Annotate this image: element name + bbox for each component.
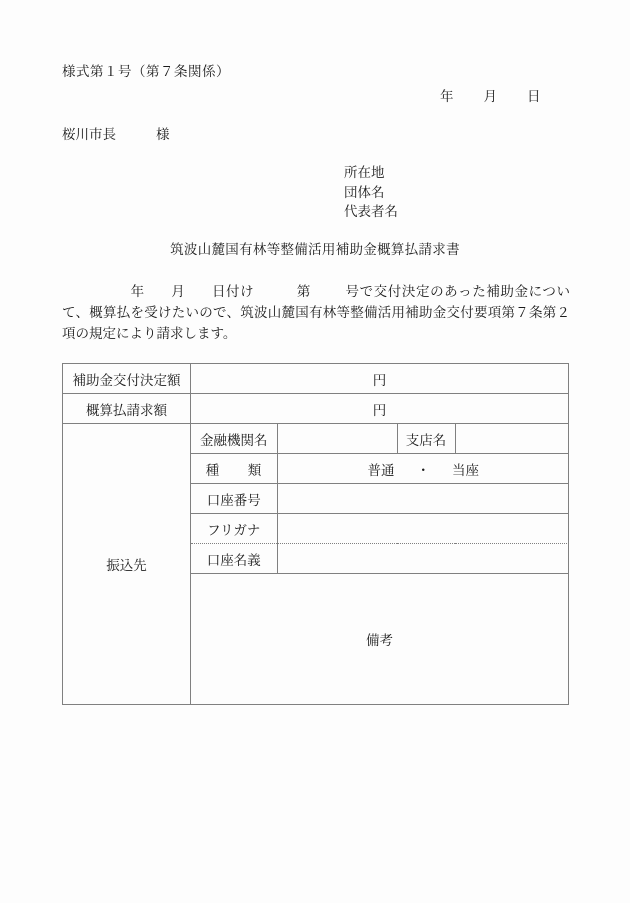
- grant-decision-label: 補助金交付決定額: [63, 364, 191, 394]
- table-row-furigana: [191, 514, 569, 544]
- estimate-claim-label: 概算払請求額: [63, 394, 191, 424]
- applicant-fields: [344, 163, 398, 222]
- account-type-option-touza[interactable]: 当座: [452, 462, 479, 478]
- account-holder-label: 口座名義: [191, 544, 277, 574]
- applicant-field-representative: 代表者名: [344, 204, 398, 219]
- branch-name-label: 支店名: [397, 424, 455, 454]
- table-row-bank: [191, 424, 569, 454]
- transfer-destination-label: 振込先: [63, 424, 191, 705]
- body-dayof-label: 日付け: [211, 284, 255, 299]
- furigana-label: フリガナ: [191, 514, 277, 544]
- body-paragraph: [62, 281, 570, 344]
- account-number-value[interactable]: [277, 484, 569, 514]
- table-row-account-number: [191, 484, 569, 514]
- date-month-label: 月: [483, 89, 497, 104]
- request-form-table: [62, 363, 569, 705]
- body-number-prefix: 第: [296, 284, 311, 299]
- table-row-estimate-claim: [63, 394, 569, 424]
- account-type-label-char1: 種: [205, 462, 220, 478]
- form-number: 様式第１号（第７条関係）: [62, 64, 230, 79]
- account-type-value[interactable]: [277, 454, 569, 484]
- date-day-label: 日: [527, 89, 541, 104]
- estimate-claim-value[interactable]: 円: [191, 394, 569, 424]
- addressee-title: 桜川市長: [62, 127, 116, 142]
- account-type-label: [191, 454, 277, 484]
- bank-name-label: 金融機関名: [191, 424, 277, 454]
- addressee: [62, 123, 170, 143]
- body-line2: て、概算払を受けたいので、筑波山麓国有林等整備活用補助金交付要項第７条第２: [62, 305, 570, 320]
- date-line: [440, 85, 541, 105]
- document-title: 筑波山麓国有林等整備活用補助金概算払請求書: [170, 242, 460, 257]
- table-row-account-type: [191, 454, 569, 484]
- applicant-field-address: 所在地: [344, 165, 385, 180]
- account-type-option-futsuu[interactable]: 普通: [367, 462, 395, 478]
- grant-decision-value[interactable]: 円: [191, 364, 569, 394]
- account-type-separator: ・: [416, 462, 430, 478]
- body-line1-tail: 号で交付決定のあった補助金につい: [344, 284, 571, 299]
- applicant-field-organization: 団体名: [344, 184, 385, 200]
- table-row-grant-decision: [63, 364, 569, 394]
- table-row-transfer-destination: [63, 424, 569, 574]
- bank-name-value[interactable]: [277, 424, 397, 454]
- table-row-account-holder: [191, 544, 569, 574]
- transfer-destination-subtable-cell: [191, 424, 569, 574]
- body-year-label: 年: [130, 284, 145, 299]
- account-type-label-char2: 類: [247, 462, 262, 478]
- transfer-destination-subtable: [191, 424, 569, 573]
- addressee-honorific: 様: [156, 127, 170, 142]
- date-year-label: 年: [440, 89, 454, 104]
- furigana-value[interactable]: [277, 514, 569, 544]
- body-month-label: 月: [170, 284, 186, 299]
- body-line3: 項の規定により請求します。: [62, 326, 237, 341]
- remarks-label: 備考: [191, 574, 569, 705]
- account-number-label: 口座番号: [191, 484, 277, 514]
- branch-name-value[interactable]: [455, 424, 569, 454]
- account-holder-value[interactable]: [277, 544, 569, 574]
